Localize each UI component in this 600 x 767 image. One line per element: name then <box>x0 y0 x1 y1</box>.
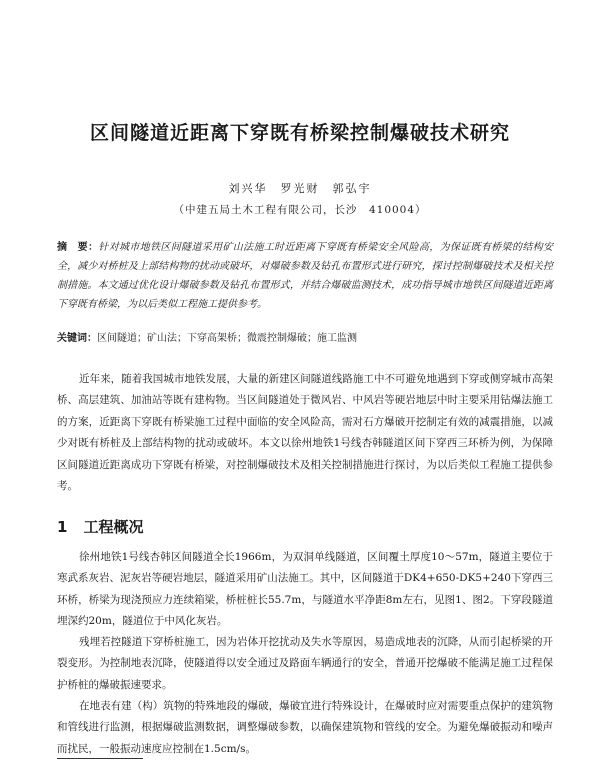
keywords-label: 关键词： <box>57 333 97 344</box>
author-affiliation: （中建五局土木工程有限公司，长沙 410004） <box>173 204 427 216</box>
section-1-paragraph-1: 徐州地铁1号线杏韩区间隧道全长1966m，为双洞单线隧道，区间覆土厚度10～57m，隧道主要位于寒武系灰岩、泥灰岩等硬岩地层，隧道采用矿山法施工。其中，区间隧道于DK4+650-DK5+240下穿西三环桥，桥梁为现浇预应力连续箱梁，桥桩桩长55.7m，与隧道水平净距8m左右，见图1、图2。下穿段隧道埋深约20m，隧道位于中风化灰岩。 <box>57 551 553 628</box>
keywords <box>57 331 553 347</box>
keywords-text: 区间隧道；矿山法；下穿高架桥；微震控制爆破；施工监测 <box>97 333 357 344</box>
section-title: 工程概况 <box>83 518 144 536</box>
author-list: 刘兴华 罗光财 郭弘宇 <box>228 182 372 195</box>
abstract <box>57 238 553 314</box>
abstract-label: 摘 要： <box>57 242 99 253</box>
section-number: 1 <box>57 518 68 536</box>
footnote-divider <box>57 758 143 759</box>
paper-title: 区间隧道近距离下穿既有桥梁控制爆破技术研究 <box>89 122 510 144</box>
section-1-paragraph-2: 残埋若控隧道下穿桥桩施工，因为岩体开挖扰动及失水等原因，易造成地表的沉降，从而引起桥梁的开裂变形。为控制地表沉降，使隧道得以安全通过及路面车辆通行的安全，普通开挖爆破不能满足施工过程保护桥桩的爆破振速要求。 <box>57 636 553 691</box>
abstract-text: 针对城市地铁区间隧道采用矿山法施工时近距离下穿既有桥梁安全风险高，为保证既有桥梁的结构安全，减少对桥桩及上部结构物的扰动或破坏，对爆破参数及钻孔布置形式进行研究，探讨控制爆破技术及相关控制措施。本文通过优化设计爆破参数及钻孔布置形式，并结合爆破监测技术，成功指导城市地铁区间隧道近距离下穿既有桥梁，为以后类似工程施工提供参考。 <box>57 242 554 310</box>
section-1-heading <box>57 516 159 537</box>
section-1-paragraph-3: 在地表有建（构）筑物的特殊地段的爆破，爆破宜进行特殊设计，在爆破时应对需要重点保护的建筑物和管线进行监测，根据爆破监测数据，调整爆破参数，以确保建筑物和管线的安全。为避免爆破振动和噪声而扰民，一般振动速度应控制在1.5cm/s。 <box>57 700 553 755</box>
introduction-paragraph: 近年来，随着我国城市地铁发展，大量的新建区间隧道线路施工中不可避免地遇到下穿或侧穿城市高架桥、高层建筑、加油站等既有建构物。当区间隧道处于微风岩、中风岩等硬岩地层中时主要采用钻爆法施工的方案，近距离下穿既有桥梁施工过程中面临的安全风险高，需对石方爆破开挖制定有效的减震措施，以减少对既有桥桩及上部结构物的扰动或破坏。本文以徐州地铁1号线杏韩隧道区间下穿西三环桥为例，为保障区间隧道近距离成功下穿既有桥梁，对控制爆破技术及相关控制措施进行探讨，为以后类似工程施工提供参考。 <box>57 373 553 493</box>
